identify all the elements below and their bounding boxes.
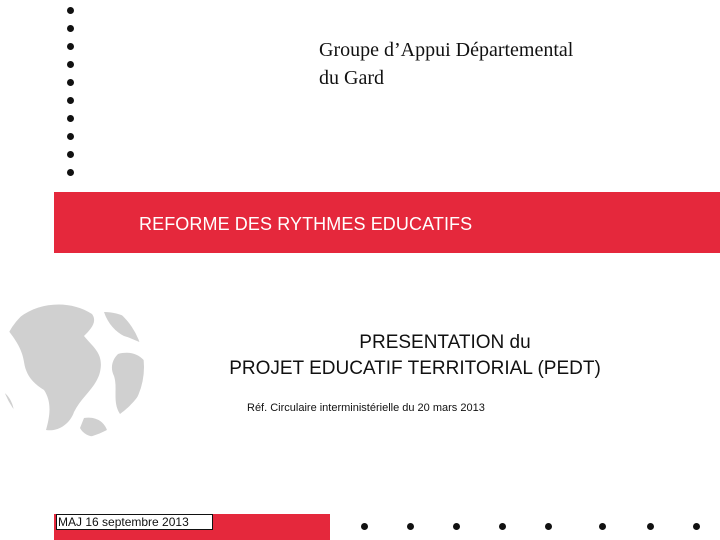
dot bbox=[67, 61, 74, 68]
dot bbox=[67, 169, 74, 176]
presentation-title-line-1: PRESENTATION du bbox=[359, 332, 531, 353]
circular-reference: Réf. Circulaire interministérielle du 20 mars 2013 bbox=[247, 402, 485, 414]
presentation-title-line-2: PROJET EDUCATIF TERRITORIAL (PEDT) bbox=[229, 358, 601, 379]
dot bbox=[67, 7, 74, 14]
dot bbox=[67, 43, 74, 50]
dot bbox=[67, 133, 74, 140]
banner-title: REFORME DES RYTHMES EDUCATIFS bbox=[139, 214, 473, 234]
dot bbox=[499, 523, 506, 530]
dot bbox=[67, 97, 74, 104]
globe-icon bbox=[0, 292, 160, 442]
dot bbox=[599, 523, 606, 530]
update-date-label: MAJ 16 septembre 2013 bbox=[56, 514, 213, 530]
dot bbox=[545, 523, 552, 530]
presentation-title bbox=[150, 330, 680, 382]
dot bbox=[67, 79, 74, 86]
organization-title-line-2: du Gard bbox=[319, 67, 384, 89]
organization-title-line-1: Groupe d’Appui Départemental bbox=[319, 39, 574, 61]
organization-title bbox=[319, 36, 699, 92]
dot bbox=[67, 25, 74, 32]
dot bbox=[453, 523, 460, 530]
dot bbox=[407, 523, 414, 530]
dot bbox=[67, 115, 74, 122]
dot bbox=[67, 151, 74, 158]
dot bbox=[361, 523, 368, 530]
dot bbox=[693, 523, 700, 530]
dot bbox=[647, 523, 654, 530]
